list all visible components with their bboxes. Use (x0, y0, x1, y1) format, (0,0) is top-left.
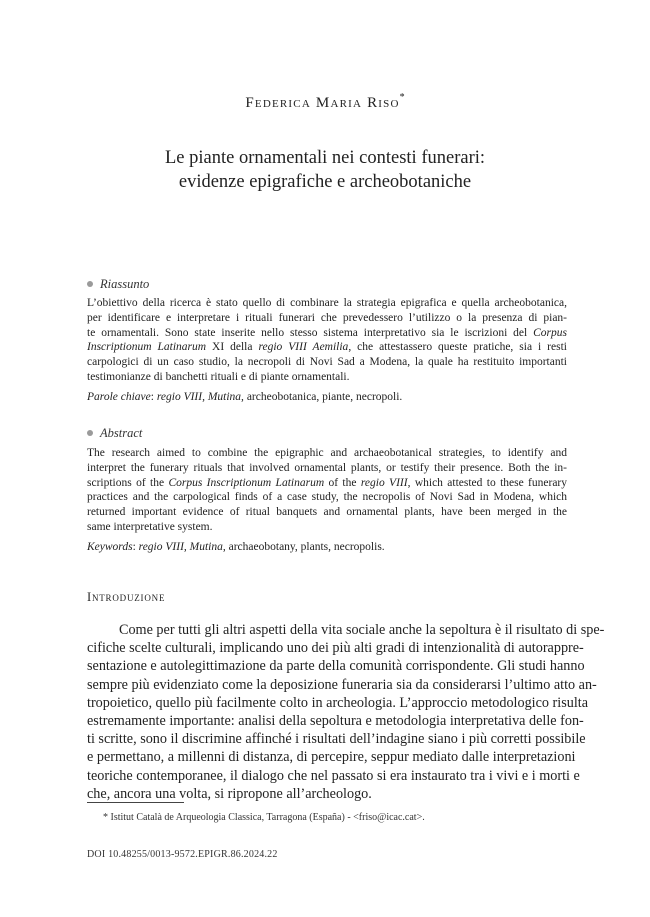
doi-line: DOI 10.48255/0013-9572.EPIGR.86.2024.22 (87, 849, 278, 860)
riassunto-text: L’obiettivo della ricerca è stato quello di combinare la strategia epigrafica e quella archeobotanica, per identificare e interpretare i rituali funerari che prevedessero l’utilizzo o la presenza di pian- te ornamentali. Sono state inserite nello stesso sistema interpretativo sia le iscrizioni del Corpus Inscriptionum Latinarum XI della regio VIII Aemilia, che attestassero queste pratiche, sia i resti carpologici di un caso studio, la necropoli di Novi Sad a Modena, la quale ha restituito importanti testimonianze di banchetti rituali e di piante ornamentali. (87, 297, 568, 383)
author-footnote-mark: * (399, 92, 405, 103)
abstract-heading: Abstract (87, 426, 142, 441)
riassunto-keywords: Parole chiave: regio VIII, Mutina, archeobotanica, piante, necropoli. (87, 391, 403, 403)
title-line-1: Le piante ornamentali nei contesti funerari: (164, 148, 486, 168)
bullet-icon (87, 430, 93, 436)
footnote: * Istitut Català de Arqueologia Classica, Tarragona (España) - <friso@icac.cat>. (103, 812, 425, 823)
bullet-icon (87, 281, 93, 287)
riassunto-heading: Riassunto (87, 277, 149, 292)
author-name: Federica Maria Riso* (245, 92, 405, 111)
introduction-heading: Introduzione (87, 590, 166, 604)
article-title (0, 146, 650, 194)
abstract-text: The research aimed to combine the epigraphic and archaeobotanical strategies, to identify and interpret the funerary rituals that involved ornamental plants, or testify their presence. Both the in- scriptions of the Corpus Inscriptionum Latinarum of the regio VIII, which attested to these funerary practices and the carpological finds of a case study, the necropolis of Novi Sad in Modena, which returned important evidence of ritual banquets and ornamental plants, have been merged in the same interpretative system. (87, 447, 567, 533)
title-line-2: evidenze epigrafiche e archeobotaniche (178, 172, 472, 192)
introduction-body: Come per tutti gli altri aspetti della vita sociale anche la sepoltura è il risultato di spe- cifiche scelte culturali, implicando uno dei più alti gradi di intenzionalità di autorappre- sentazione e autolegittimazione da parte della comunità corrispondente. Gli studi hanno sempre più evidenziato come la deposizione funeraria sia da considerarsi l’ultimo atto an- tropoietico, quello più facilmente colto in archeologia. L’approccio metodologico risulta estremamente importante: analisi della sepoltura e metodologia interpretativa delle fon- ti scritte, sono il discrimine affinché i risultati dell’indagine siano i più corretti possibile e permettano, a millenni di distanza, di percepire, seppur mediato dalle interpretazioni teoriche contemporanee, il dialogo che nel passato si era instaurato tra i vivi e i morti e che, ancora una volta, si ripropone all’archeologo. (87, 622, 605, 802)
abstract-keywords: Keywords: regio VIII, Mutina, archaeobotany, plants, necropolis. (87, 541, 385, 553)
footnote-divider (87, 802, 184, 803)
